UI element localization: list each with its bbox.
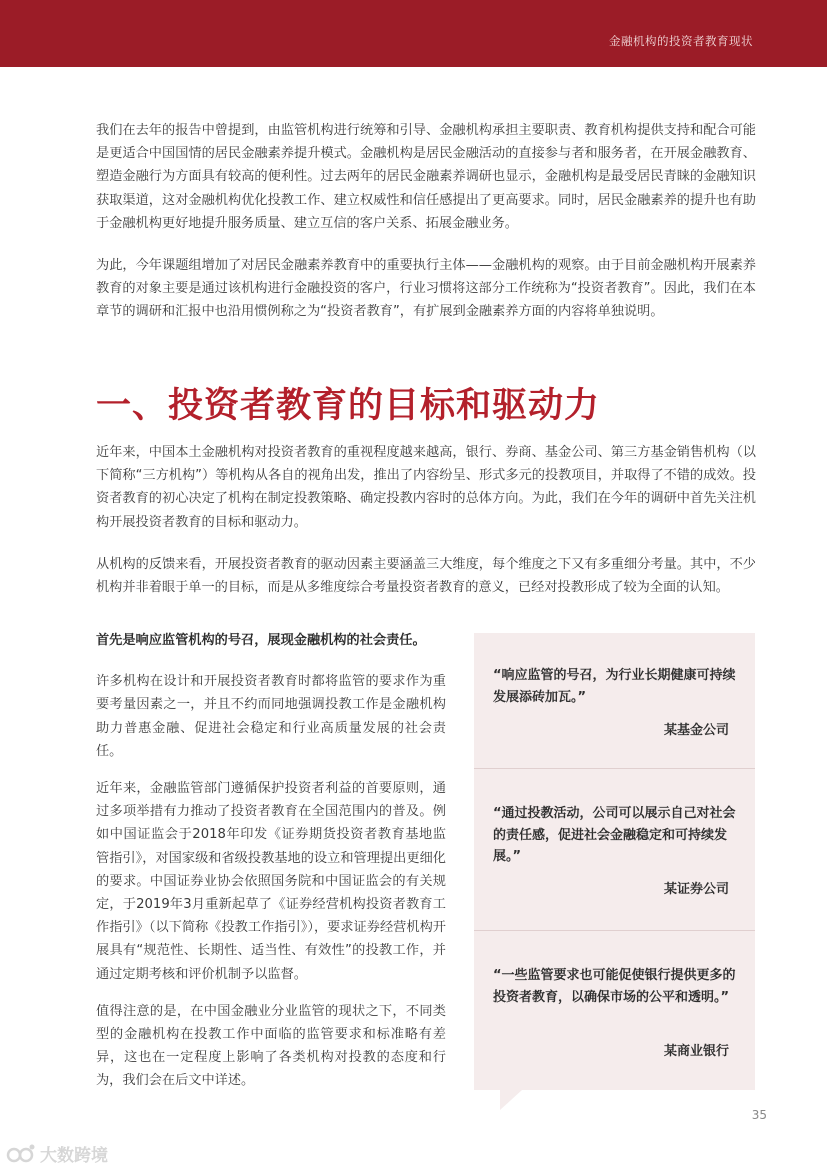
header-bar xyxy=(0,0,827,67)
quote-divider-2 xyxy=(474,930,755,931)
quote-text-1: “响应监管的号召，为行业长期健康可持续发展添砖加瓦。” xyxy=(493,668,736,705)
page-number: 35 xyxy=(751,1108,767,1122)
section-title: 一、投资者教育的目标和驱动力 xyxy=(96,386,601,426)
left-paragraph-2: 近年来，金融监管部门遵循保护投资者利益的首要原则，通过多项举措有力推动了投资者教育在全国范围内的普及。例如中国证监会于2018年印发《证券期货投资者教育基地监管指引》，对国家级和省级投教基地的设立和管理提出更细化的要求。中国证券业协会依照国务院和中国证监会的有关规定，于2019年3月重新起草了《证券经营机构投资者教育工作指引》（以下简称《投教工作指引》），要求证券经营机构开展具有“规范性、长期性、适当性、有效性”的投教工作，并通过定期考核和评价机制予以监督。 xyxy=(96,781,446,982)
quote-panel-tail xyxy=(500,1090,522,1110)
watermark-text: 大数跨境 xyxy=(40,1146,108,1166)
left-column xyxy=(96,629,446,1093)
left-paragraph-1: 许多机构在设计和开展投资者教育时都将监管的要求作为重要考量因素之一，并且不约而同地强调投教工作是金融机构助力普惠金融、促进社会稳定和行业高质量发展的社会责任。 xyxy=(96,674,446,759)
header-title: 金融机构的投资者教育现状 xyxy=(609,34,753,48)
quote-text-2: “通过投教活动，公司可以展示自己对社会的责任感，促进社会金融稳定和可持续发展。” xyxy=(493,806,736,864)
quote-divider-1 xyxy=(474,768,755,769)
quote-source-3: 某商业银行 xyxy=(663,1044,729,1059)
section-paragraph-1: 近年来，中国本土金融机构对投资者教育的重视程度越来越高，银行、券商、基金公司、第三方基金销售机构（以下简称“三方机构”）等机构从各自的视角出发，推出了内容纷呈、形式多元的投教项目，并取得了不错的成效。投资者教育的初心决定了机构在制定投教策略、确定投教内容时的总体方向。为此，我们在今年的调研中首先关注机构开展投资者教育的目标和驱动力。 xyxy=(96,445,756,530)
quote-source-2: 某证券公司 xyxy=(663,882,729,897)
quote-source-1: 某基金公司 xyxy=(663,723,729,738)
section-paragraph-2: 从机构的反馈来看，开展投资者教育的驱动因素主要涵盖三大维度，每个维度之下又有多重细分考量。其中，不少机构并非着眼于单一的目标，而是从多维度综合考量投资者教育的意义，已经对投教形成了较为全面的认知。 xyxy=(96,557,756,596)
quote-text-3: “一些监管要求也可能促使银行提供更多的投资者教育，以确保市场的公平和透明。” xyxy=(493,968,736,1005)
lead-statement: 首先是响应监管机构的号召，展现金融机构的社会责任。 xyxy=(96,633,426,648)
intro-paragraph-2: 为此，今年课题组增加了对居民金融素养教育中的重要执行主体——金融机构的观察。由于目前金融机构开展素养教育的对象主要是通过该机构进行金融投资的客户，行业习惯将这部分工作统称为“投资者教育”。因此，我们在本章节的调研和汇报中也沿用惯例称之为“投资者教育”，有扩展到金融素养方面的内容将单独说明。 xyxy=(96,258,756,320)
watermark-logo-icon xyxy=(6,1143,36,1165)
watermark xyxy=(6,1141,108,1166)
left-paragraph-3: 值得注意的是，在中国金融业分业监管的现状之下，不同类型的金融机构在投教工作中面临的监管要求和标准略有差异，这也在一定程度上影响了各类机构对投教的态度和行为，我们会在后文中详述。 xyxy=(96,1003,446,1089)
intro-paragraph-1: 我们在去年的报告中曾提到，由监管机构进行统筹和引导、金融机构承担主要职责、教育机构提供支持和配合可能是更适合中国国情的居民金融素养提升模式。金融机构是居民金融活动的直接参与者和服务者，在开展金融教育、塑造金融行为方面具有较高的便利性。过去两年的居民金融素养调研也显示，金融机构是最受居民青睐的金融知识获取渠道，这对金融机构优化投教工作、建立权威性和信任感提出了更高要求。同时，居民金融素养的提升也有助于金融机构更好地提升服务质量、建立互信的客户关系、拓展金融业务。 xyxy=(96,123,756,231)
